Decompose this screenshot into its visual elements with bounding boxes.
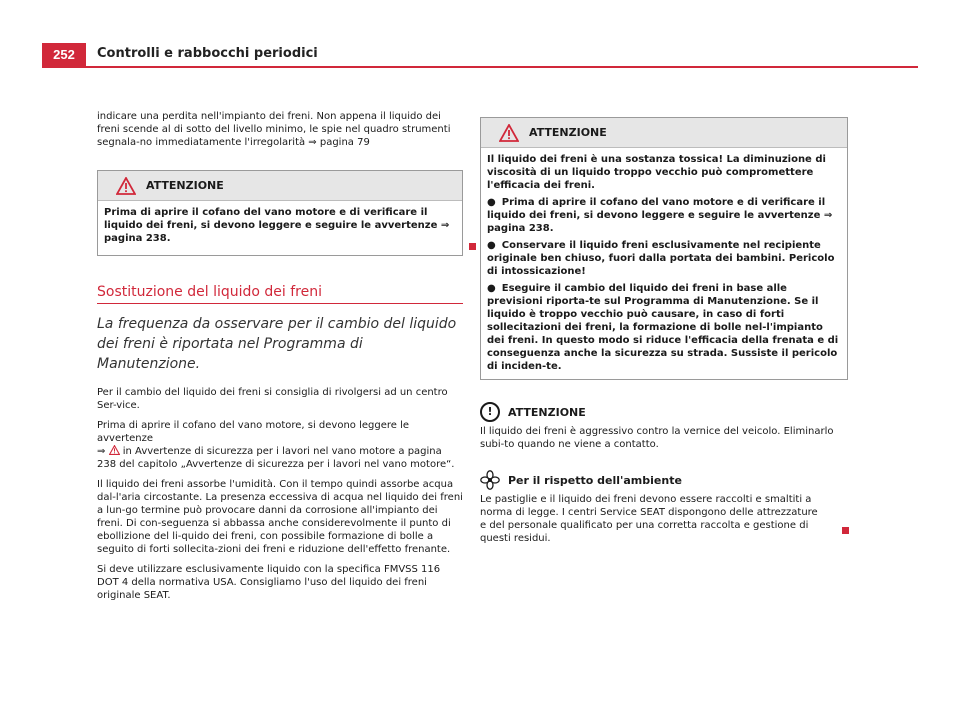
- bullet-text: Prima di aprire il cofano del vano motore e di verificare il liquido dei freni, si devono leggere e seguire le avvertenze ⇒ pagina 238.: [487, 197, 833, 234]
- warning-bullet: [487, 282, 841, 373]
- warning-title: ATTENZIONE: [146, 179, 224, 192]
- bullet-text: Conservare il liquido freni esclusivamente nel recipiente originale ben chiuso, fuori dalla portata dei bambini. Pericolo di intossicazione!: [487, 240, 835, 277]
- caution-title: ATTENZIONE: [508, 405, 586, 419]
- environment-title: Per il rispetto dell'ambiente: [508, 473, 682, 487]
- exclamation-circle-icon: !: [480, 402, 500, 422]
- environment-text: Le pastiglie e il liquido dei freni devono essere raccolti e smaltiti a norma di legge. I centri Service SEAT dispongono delle attrezzature e del personale qualificato per una corretta raccolta e gestione di questi residui.: [480, 494, 818, 544]
- caution-text: Il liquido dei freni è aggressivo contro la vernice del veicolo. Eliminarlo subi-to quando ne viene a contatto.: [480, 426, 834, 450]
- warning-triangle-icon: [116, 177, 136, 195]
- running-title: Controlli e rabbocchi periodici: [97, 46, 318, 61]
- warning-header: [98, 171, 462, 201]
- environment-header: [480, 470, 848, 490]
- caution-header: [480, 402, 848, 422]
- bullet-glyph: ●: [487, 283, 496, 294]
- right-column: [480, 117, 848, 552]
- warning-intro: Il liquido dei freni è una sostanza tossica! La diminuzione di viscosità di un liquido troppo vecchio può compromettere l'efficacia dei freni.: [487, 154, 826, 191]
- warning-text: [98, 201, 462, 255]
- warning-bullet: [487, 239, 841, 278]
- header-rule: [42, 66, 918, 68]
- paragraph-text: Prima di aprire il cofano del vano motore, si devono leggere le avvertenze: [97, 420, 410, 444]
- warning-header: [481, 118, 847, 148]
- arrow-glyph: ⇒: [97, 446, 106, 457]
- flower-icon: [480, 470, 500, 490]
- warning-triangle-icon[interactable]: [109, 445, 120, 455]
- warning-box-right: [480, 117, 848, 380]
- section-title: Sostituzione del liquido dei freni: [97, 286, 463, 304]
- cross-reference-link[interactable]: in Avvertenze di sicurezza per i lavori nel vano motore a pagina 238 del capitolo „Avvertenze di sicurezza per i lavori nel vano motore“.: [97, 446, 455, 470]
- intro-paragraph: indicare una perdita nell'impianto dei freni. Non appena il liquido dei freni scende al di sotto del livello minimo, le spie nel quadro strumenti segnala-no immediatamente l'irregolarità ⇒ pagina 79: [97, 111, 451, 148]
- page-number: 252: [42, 43, 86, 67]
- warning-triangle-icon: [499, 124, 519, 142]
- caution-note: [480, 402, 848, 451]
- environment-note: [480, 470, 848, 545]
- end-mark: [842, 527, 849, 534]
- paragraph-cross-reference: [97, 419, 463, 471]
- lead-paragraph: La frequenza da osservare per il cambio del liquido dei freni è riportata nel Programma di Manutenzione.: [97, 316, 457, 372]
- warning-box-left: [97, 170, 463, 256]
- end-mark: [469, 243, 476, 250]
- warning-bullet: [487, 196, 841, 235]
- bullet-glyph: ●: [487, 197, 496, 208]
- bullet-glyph: ●: [487, 240, 496, 251]
- paragraph-specification: Si deve utilizzare esclusivamente liquido con la specifica FMVSS 116 DOT 4 della normativa USA. Consigliamo l'uso del liquido dei freni originale SEAT.: [97, 564, 441, 601]
- left-column: [97, 110, 463, 609]
- paragraph-service: Per il cambio del liquido dei freni si consiglia di rivolgersi ad un centro Ser-vice.: [97, 387, 448, 411]
- bullet-text: Eseguire il cambio del liquido dei freni in base alle previsioni riporta-te sul Programma di Manutenzione. Se il liquido è troppo vecchio può causare, in caso di forti sollecitazioni dei freni, la formazione di bolle nel-l'impianto dei freni. In questo modo si riduce l'efficacia della frenata e di conseguenza anche la sicurezza su strada. Sussiste il pericolo di inciden-te.: [487, 283, 839, 372]
- warning-paragraph: Prima di aprire il cofano del vano motore e di verificare il liquido dei freni, si devono leggere e seguire le avvertenze ⇒ pagina 238.: [104, 207, 450, 244]
- paragraph-humidity: Il liquido dei freni assorbe l'umidità. Con il tempo quindi assorbe acqua dal-l'aria circostante. La presenza eccessiva di acqua nel liquido dei freni a lun-go termine può provocare danni da corrosione all'impianto dei freni. Di con-seguenza si abbassa anche considerevolmente il punto di ebollizione del li-quido dei freni, con possibile formazione di bolle a seguito di forti sollecita-zioni dei freni e riduzione dell'effetto frenante.: [97, 479, 463, 555]
- warning-title: ATTENZIONE: [529, 126, 607, 139]
- warning-text: [481, 148, 847, 379]
